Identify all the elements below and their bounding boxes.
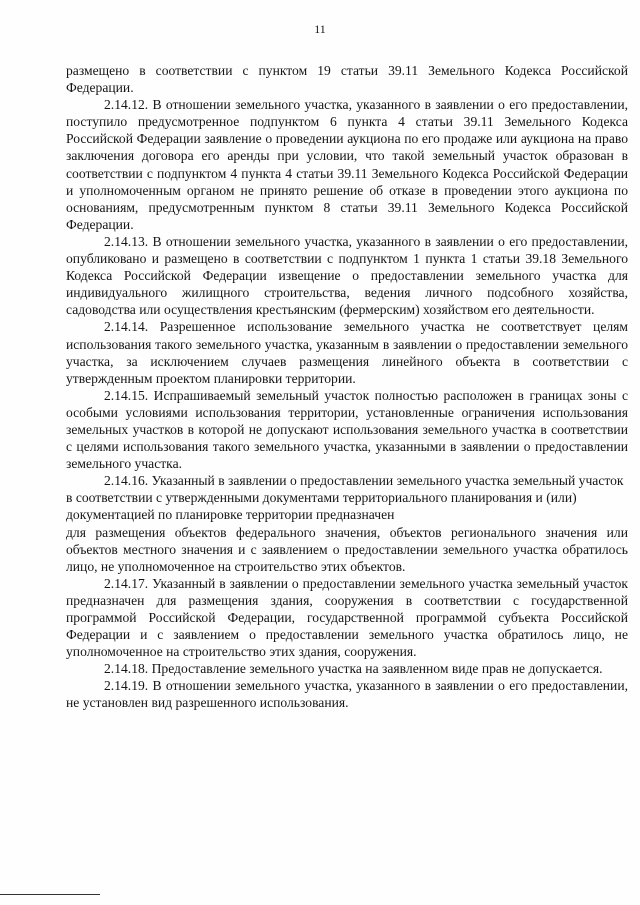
paragraph-2-14-15: 2.14.15. Испрашиваемый земельный участок полностью расположен в границах зоны с особыми условиями использования территории, установленные ограничения использования земельных участков в которой не допускают использования земельного участка в соответствии с целями использования такого земельного участка, указанными в заявлении о предоставлении земельного участка. xyxy=(66,387,628,472)
paragraph-2-14-19: 2.14.19. В отношении земельного участка, указанного в заявлении о его предоставлении, не установлен вид разрешенного использования. xyxy=(66,678,628,711)
paragraph-2-14-17: 2.14.17. Указанный в заявлении о предоставлении земельного участка земельный участок предназначен для размещения здания, сооружения в соответствии с государственной программой Российской Федерации, государственной программой субъекта Российской Федерации и с заявлением о предоставлении земельного участка обратилось лицо, не уполномоченное на строительство этих здания, сооружения. xyxy=(66,575,628,660)
document-body xyxy=(66,62,628,712)
footnote-divider xyxy=(0,894,100,895)
paragraph-2-14-16-continued: для размещения объектов федерального значения, объектов регионального значения или объектов местного значения и с заявлением о предоставлении земельного участка обратилось лицо, не уполномоченное на строительство этих объектов. xyxy=(66,524,628,574)
paragraph-continuation: размещено в соответствии с пунктом 19 статьи 39.11 Земельного Кодекса Российской Федерации. xyxy=(66,63,628,96)
paragraph-2-14-16: 2.14.16. Указанный в заявлении о предоставлении земельного участка земельный участок в соответствии с утвержденными документами территориального планирования и (или) документацией по планировке территории предназначен xyxy=(66,473,624,523)
paragraph-2-14-18: 2.14.18. Предоставление земельного участка на заявленном виде прав не допускается. xyxy=(104,661,603,677)
paragraph-2-14-12: 2.14.12. В отношении земельного участка, указанного в заявлении о его предоставлении, поступило предусмотренное подпунктом 6 пункта 4 статьи 39.11 Земельного Кодекса Российской Федерации заявление о проведении аукциона по его продаже или аукциона на право заключения договора его аренды при условии, что такой земельный участок образован в соответствии с подпунктом 4 пункта 4 статьи 39.11 Земельного Кодекса Российской Федерации и уполномоченным органом не принято решение об отказе в проведении этого аукциона по основаниям, предусмотренным пунктом 8 статьи 39.11 Земельного Кодекса Российской Федерации. xyxy=(66,97,628,232)
paragraph-2-14-14: 2.14.14. Разрешенное использование земельного участка не соответствует целям использования такого земельного участка, указанным в заявлении о предоставлении земельного участка, за исключением случаев размещения линейного объекта в соответствии с утвержденным проектом планировки территории. xyxy=(66,319,628,386)
page-number: 11 xyxy=(314,22,326,36)
paragraph-2-14-13: 2.14.13. В отношении земельного участка, указанного в заявлении о его предоставлении, опубликовано и размещено в соответствии с подпунктом 1 пункта 1 статьи 39.18 Земельного Кодекса Российской Федерации извещение о предоставлении земельного участка для индивидуального жилищного строительства, ведения личного подсобного хозяйства, садоводства или осуществления крестьянским (фермерским) хозяйством его деятельности. xyxy=(66,233,628,318)
